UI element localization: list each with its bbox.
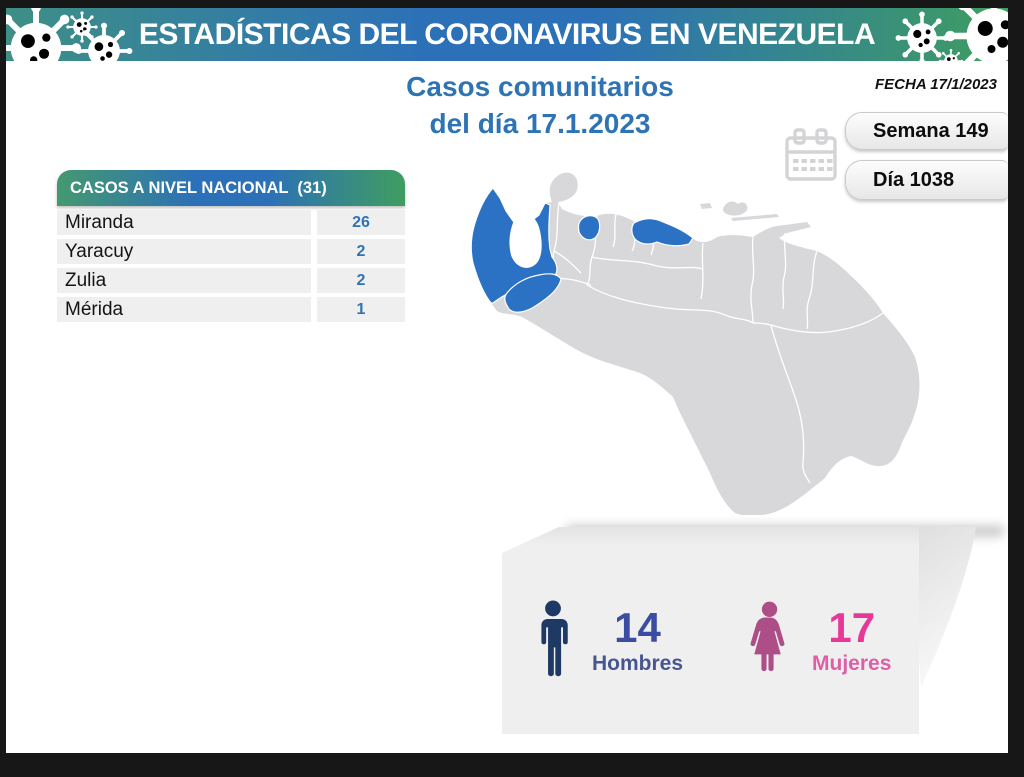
hombres-group (534, 600, 683, 680)
table-row (57, 268, 405, 293)
table-row (57, 239, 405, 264)
mujeres-label: Mujeres (812, 652, 892, 675)
gender-stats (534, 600, 891, 680)
page-title-line1: Casos comunitarios (406, 71, 674, 102)
dia-badge-label: Día 1038 (873, 168, 955, 191)
hombres-count: 14 (614, 604, 661, 651)
hombres-label: Hombres (592, 652, 684, 675)
state-name: Miranda (57, 210, 311, 235)
venezuela-map (455, 165, 935, 515)
semana-badge-label: Semana 149 (873, 119, 989, 142)
fecha-label: FECHA 17/1/2023 (874, 76, 997, 93)
state-name: Mérida (57, 297, 311, 322)
state-yaracuy (578, 216, 599, 240)
islands (700, 202, 779, 221)
isla-margarita (723, 202, 747, 216)
case-count: 1 (317, 297, 405, 322)
isla-la-tortuga (700, 203, 712, 209)
female-icon (747, 600, 792, 680)
table-row (57, 297, 405, 322)
page-title (340, 68, 740, 142)
male-icon (534, 600, 572, 680)
mujeres-count: 17 (828, 604, 876, 651)
cases-table (57, 170, 405, 322)
state-name: Yaracuy (57, 239, 311, 264)
case-count: 26 (317, 210, 405, 235)
case-count: 2 (317, 268, 405, 293)
state-name: Zulia (57, 268, 311, 293)
state-miranda (632, 219, 693, 246)
semana-badge (845, 112, 1008, 150)
case-count: 2 (317, 239, 405, 264)
page-title-line2: del día 17.1.2023 (429, 108, 651, 139)
mujeres-group (747, 600, 891, 680)
banner-title: ESTADÍSTICAS DEL CORONAVIRUS EN VENEZUELA (138, 17, 876, 51)
cases-table-header: CASOS A NIVEL NACIONAL (31) (57, 170, 405, 206)
content-area (6, 8, 1008, 753)
table-row (57, 210, 405, 235)
